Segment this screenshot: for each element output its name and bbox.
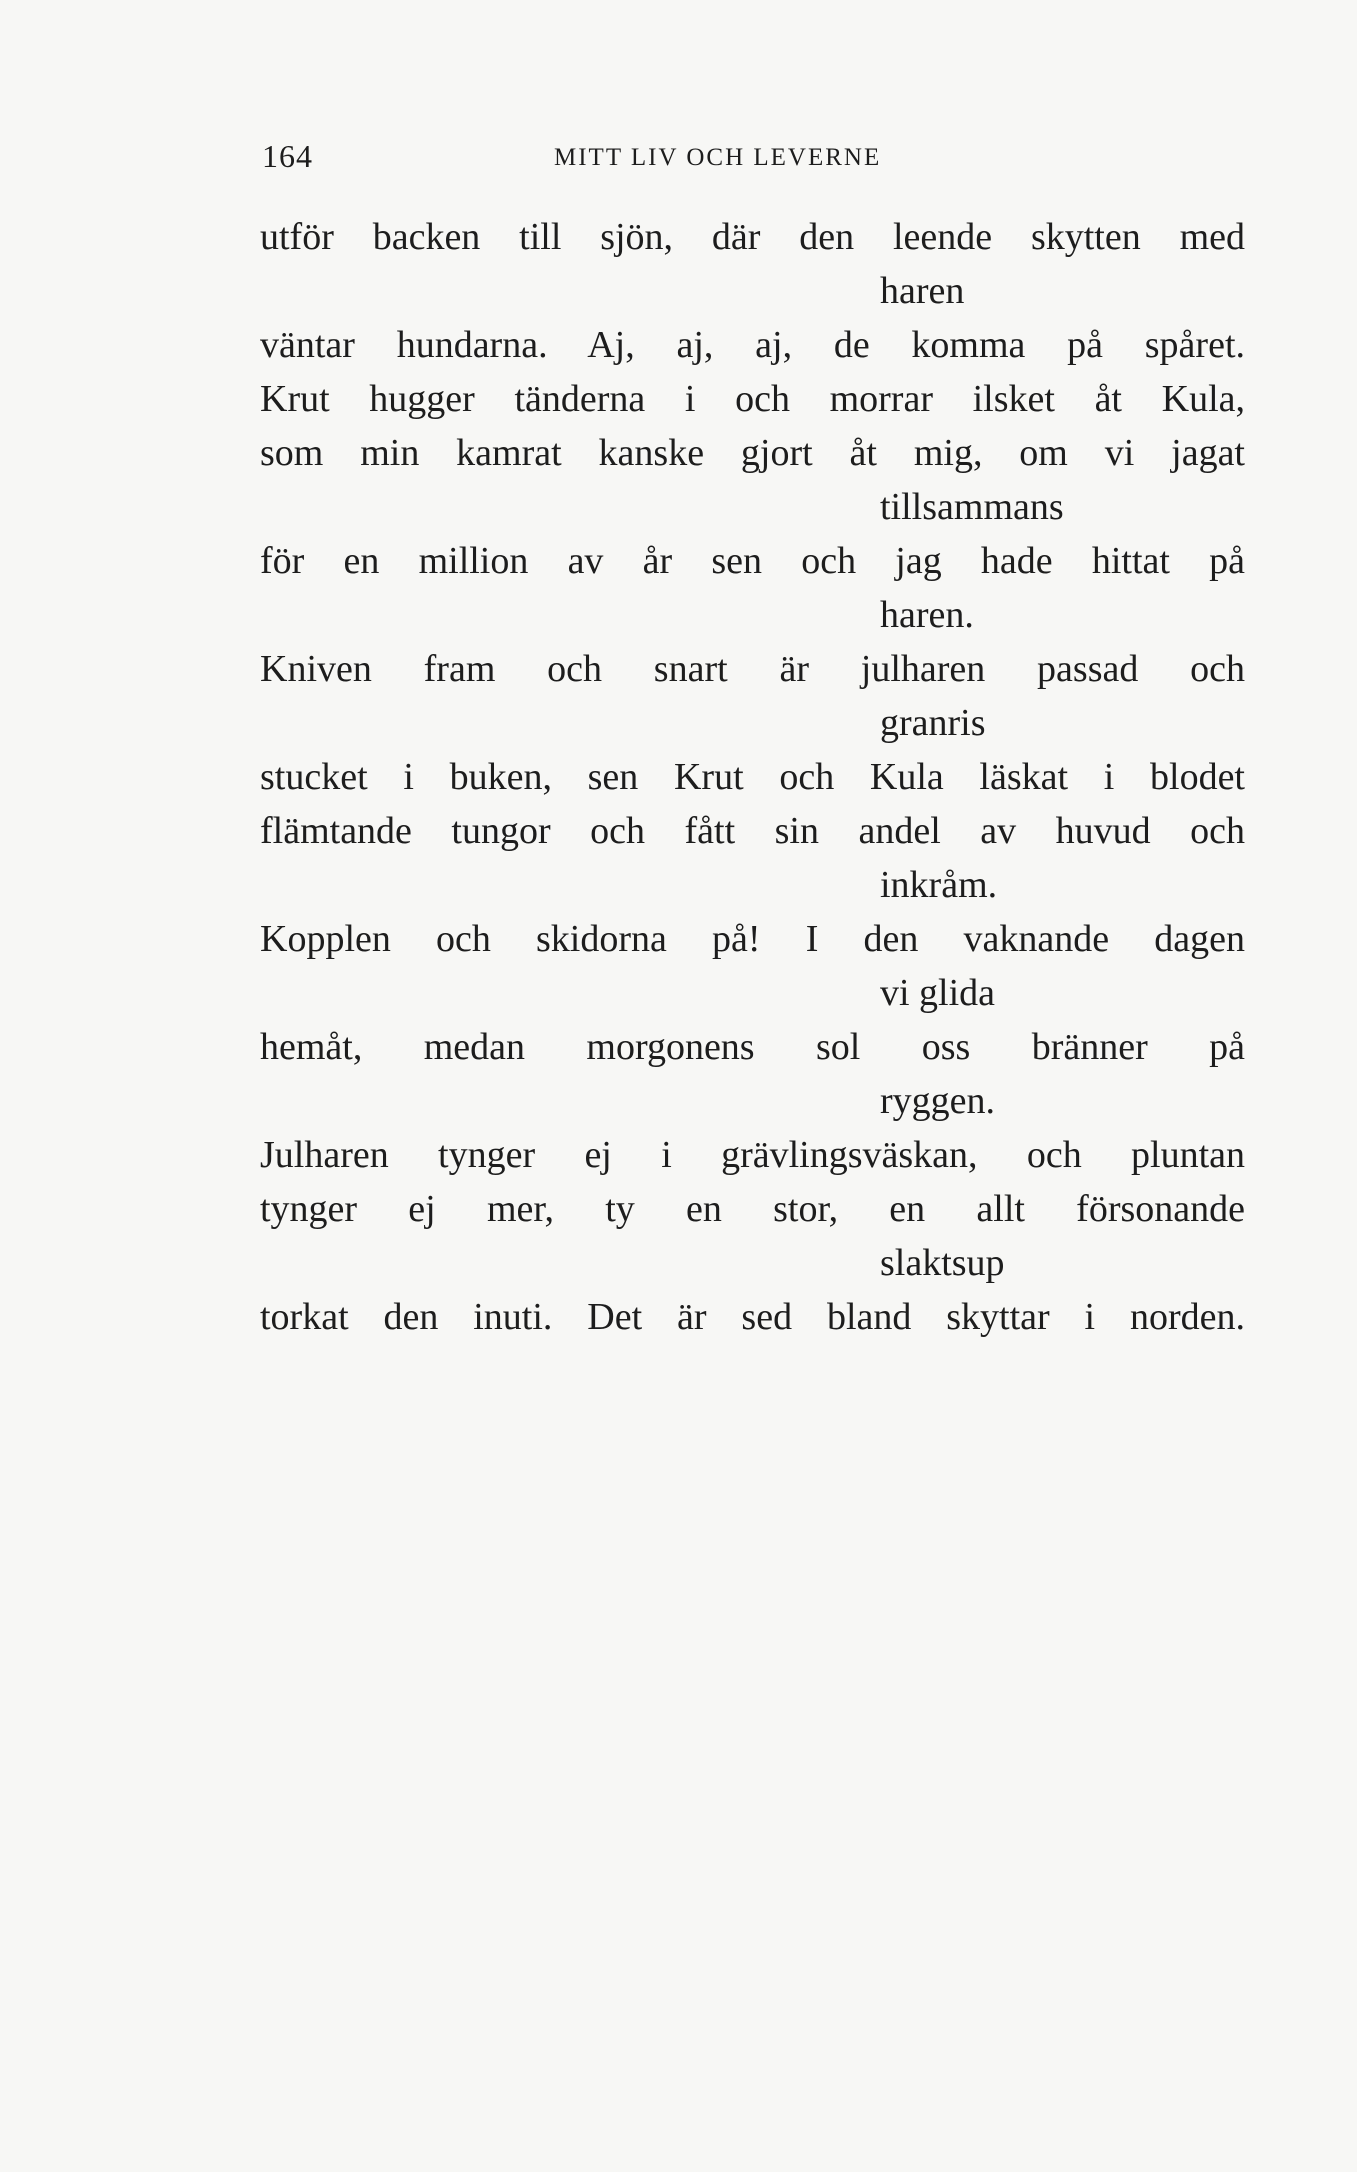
poem-line: stucket i buken, sen Krut och Kula läskat i blodet bbox=[260, 756, 1245, 798]
poem-turnover-line: tillsammans bbox=[880, 486, 1064, 528]
poem-line: Kopplen och skidorna på! I den vaknande dagen bbox=[260, 918, 1245, 960]
poem-line: hemåt, medan morgonens sol oss bränner på bbox=[260, 1026, 1245, 1068]
poem-turnover-line: granris bbox=[880, 702, 986, 744]
page-header bbox=[262, 138, 1262, 178]
running-title: MITT LIV OCH LEVERNE bbox=[554, 144, 882, 171]
poem-line: Julharen tynger ej i grävlingsväskan, och pluntan bbox=[260, 1134, 1245, 1176]
poem-turnover-line: vi glida bbox=[880, 972, 996, 1014]
poem-text bbox=[260, 210, 1245, 1344]
poem-line: tynger ej mer, ty en stor, en allt försonande bbox=[260, 1188, 1245, 1230]
poem-turnover-line: haren bbox=[880, 270, 965, 312]
poem-turnover-line: slaktsup bbox=[880, 1242, 1005, 1284]
poem-line: torkat den inuti. Det är sed bland skyttar i norden. bbox=[260, 1296, 1245, 1338]
poem-line: Kniven fram och snart är julharen passad och bbox=[260, 648, 1245, 690]
poem-turnover-line: inkråm. bbox=[880, 864, 998, 906]
poem-turnover-line: ryggen. bbox=[880, 1080, 996, 1122]
page-number: 164 bbox=[262, 138, 313, 174]
poem-line: utför backen till sjön, där den leende skytten med bbox=[260, 216, 1245, 258]
poem-line: som min kamrat kanske gjort åt mig, om vi jagat bbox=[260, 432, 1245, 474]
poem-turnover-line: haren. bbox=[880, 594, 974, 636]
poem-line: flämtande tungor och fått sin andel av huvud och bbox=[260, 810, 1245, 852]
poem-line: väntar hundarna. Aj, aj, aj, de komma på spåret. bbox=[260, 324, 1245, 366]
poem-line: för en million av år sen och jag hade hittat på bbox=[260, 540, 1245, 582]
poem-line: Krut hugger tänderna i och morrar ilsket åt Kula, bbox=[260, 378, 1245, 420]
